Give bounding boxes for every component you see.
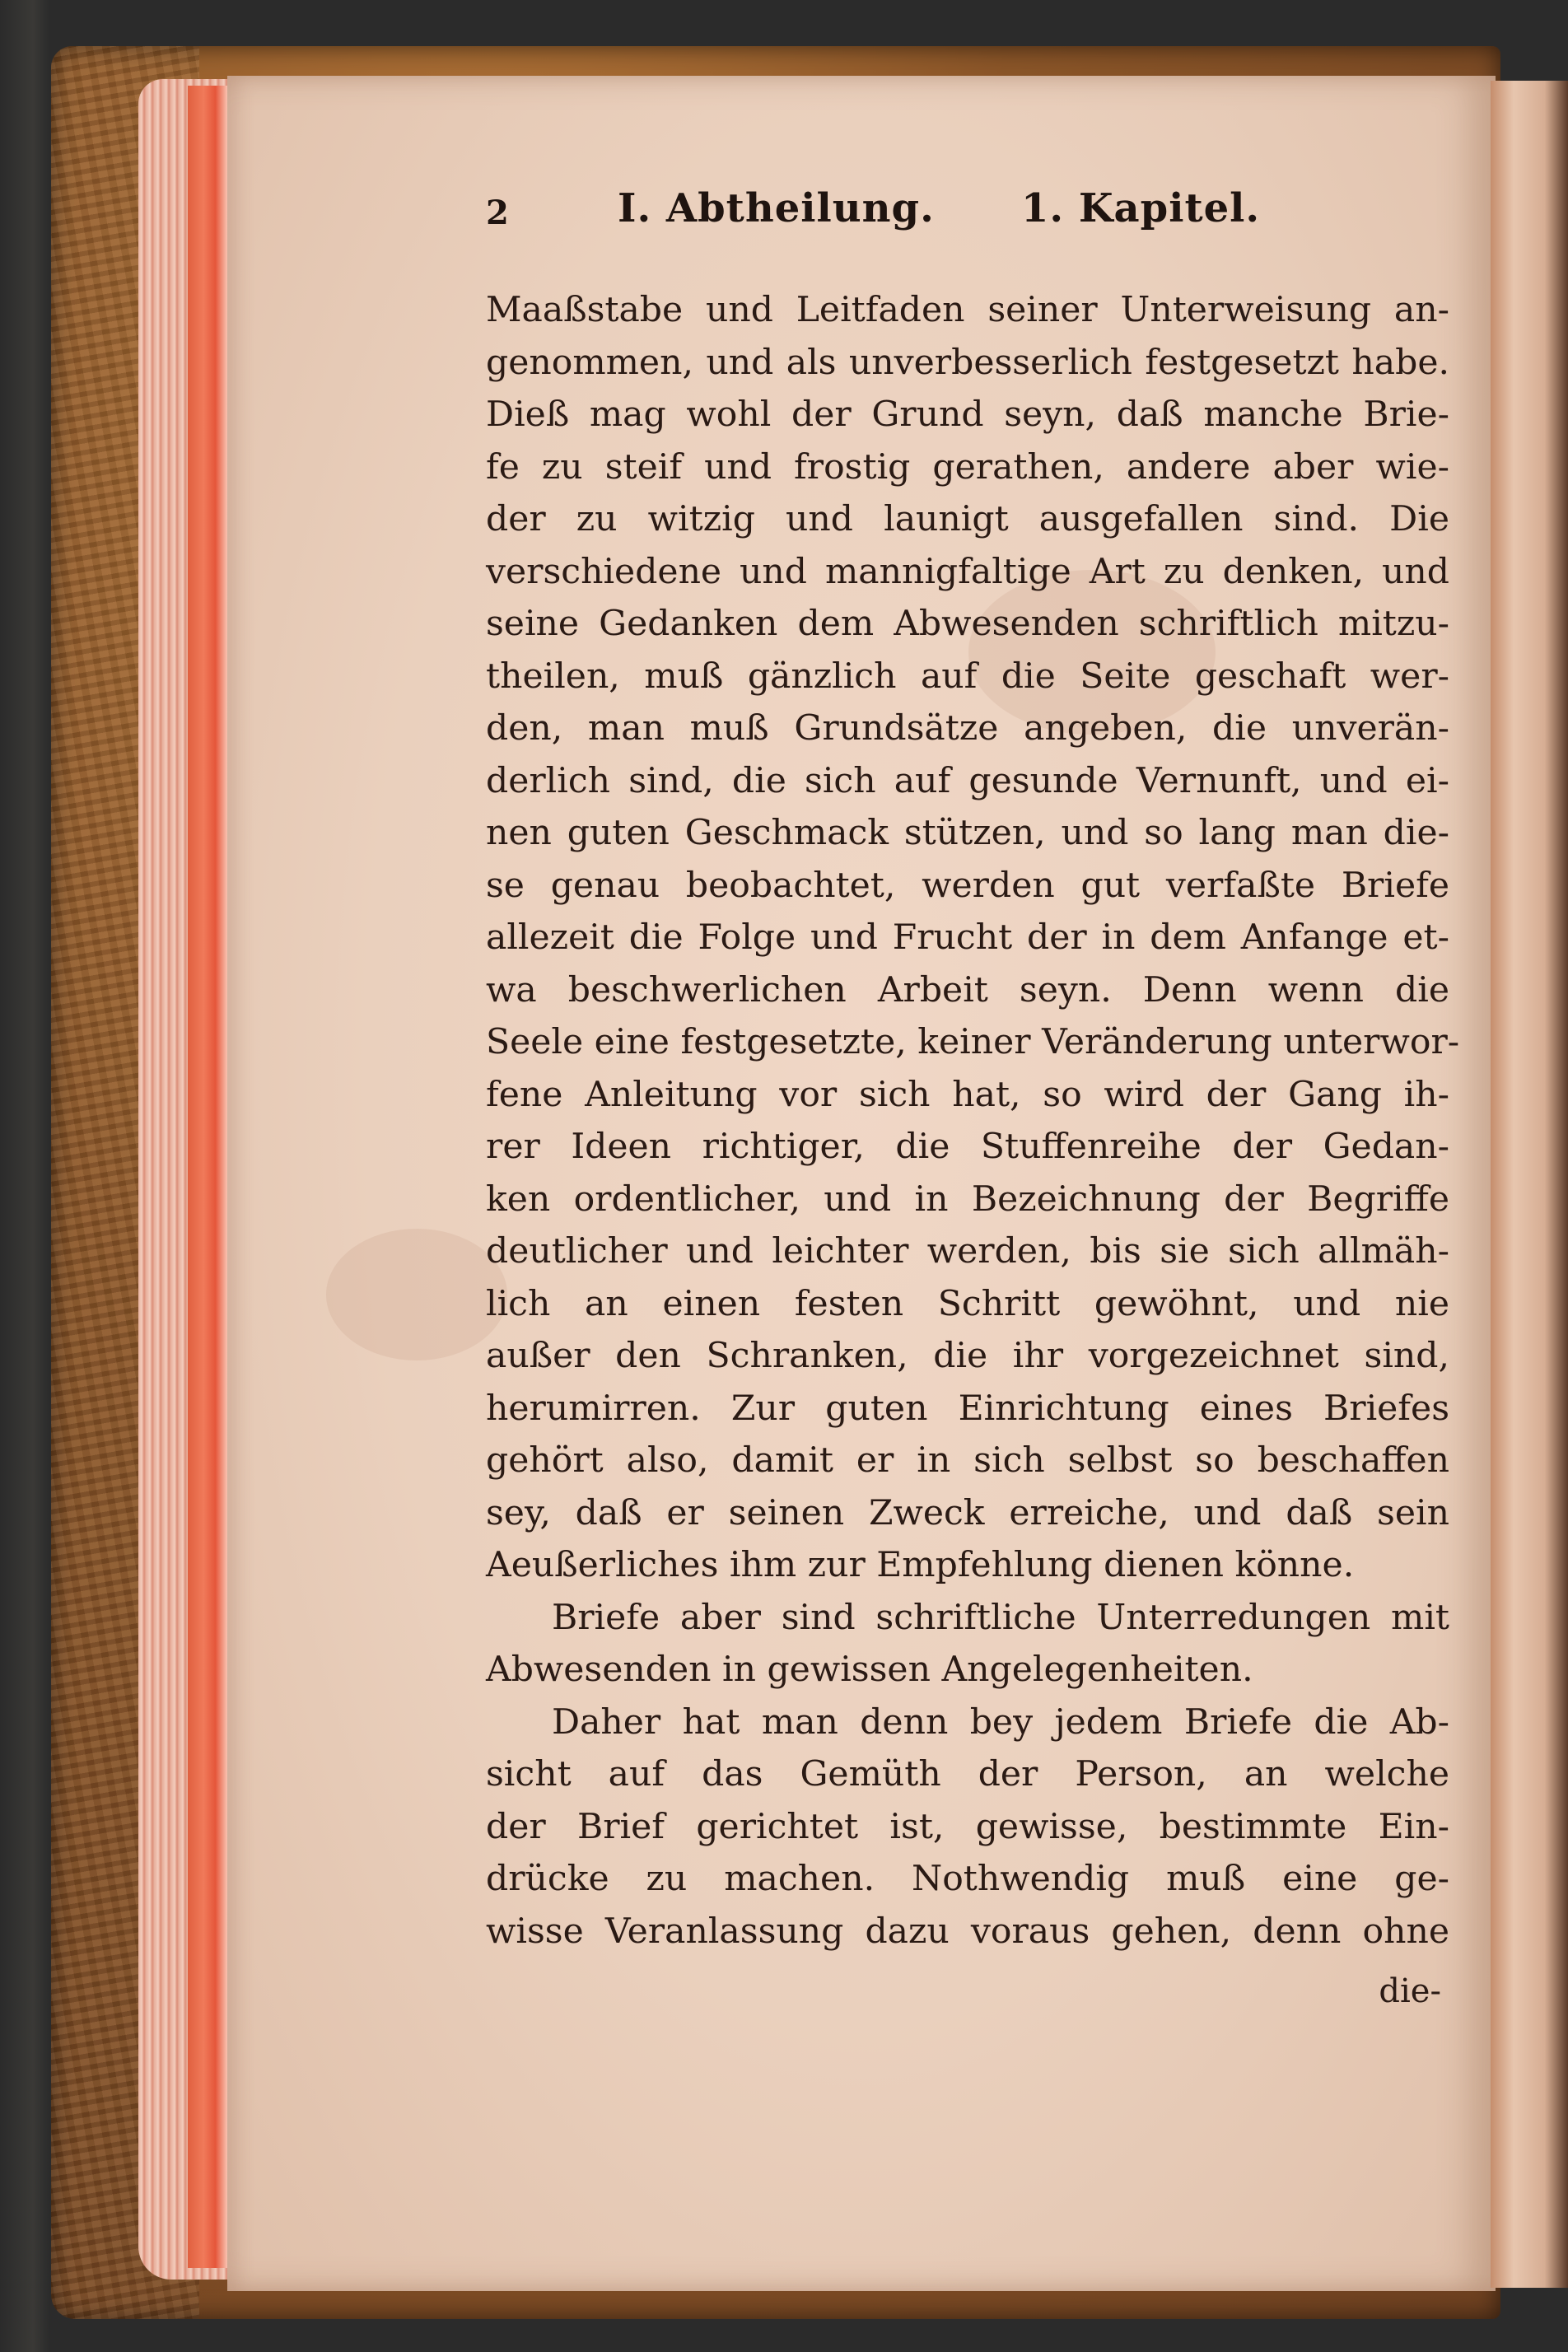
catchword: die- xyxy=(1379,1972,1441,2010)
text-line: den, man muß Grundsätze angeben, die unverän- xyxy=(486,708,1449,749)
body-text xyxy=(486,284,1460,1958)
text-line: Maaßstabe und Leitfaden seiner Unterweisung an- xyxy=(486,290,1449,330)
text-line: derlich sind, die sich auf gesunde Vernunft, und ei- xyxy=(486,760,1449,801)
text-line: sicht auf das Gemüth der Person, an welche xyxy=(486,1754,1449,1794)
text-line: seine Gedanken dem Abwesenden schriftlich mitzu- xyxy=(486,604,1449,644)
running-header xyxy=(486,185,1449,243)
page-text-block xyxy=(486,185,1460,2010)
text-line: se genau beobachtet, werden gut verfaßte Briefe xyxy=(486,865,1449,906)
text-line: gehört also, damit er in sich selbst so beschaffen xyxy=(486,1440,1449,1481)
text-line: deutlicher und leichter werden, bis sie sich allmäh- xyxy=(486,1231,1449,1272)
text-line: außer den Schranken, die ihr vorgezeichnet sind, xyxy=(486,1336,1449,1376)
text-line: rer Ideen richtiger, die Stuffenreihe der Gedan- xyxy=(486,1127,1449,1167)
text-line: der zu witzig und launigt ausgefallen sind. Die xyxy=(486,499,1449,539)
text-line: drücke zu machen. Nothwendig muß eine ge- xyxy=(486,1859,1449,1899)
text-line: Aeußerliches ihm zur Empfehlung dienen könne. xyxy=(486,1545,1355,1585)
text-line: Dieß mag wohl der Grund seyn, daß manche Brie- xyxy=(486,394,1449,435)
red-page-edge xyxy=(188,86,227,2268)
facing-page-edge xyxy=(1491,81,1568,2288)
page-number: 2 xyxy=(486,194,510,232)
chapter-title: 1. Kapitel. xyxy=(1021,185,1261,231)
text-line: Abwesenden in gewissen Angelegenheiten. xyxy=(486,1650,1253,1690)
text-line: Briefe aber sind schriftliche Unterredungen mit xyxy=(552,1597,1449,1638)
text-line: verschiedene und mannigfaltige Art zu denken, und xyxy=(486,551,1449,592)
text-line: genommen, und als unverbesserlich festgesetzt habe. xyxy=(486,342,1449,383)
text-line: fene Anleitung vor sich hat, so wird der Gang ih- xyxy=(486,1074,1449,1115)
text-line: sey, daß er seinen Zweck erreiche, und daß sein xyxy=(486,1492,1449,1533)
text-line: herumirren. Zur guten Einrichtung eines Briefes xyxy=(486,1388,1449,1429)
text-line: Daher hat man denn bey jedem Briefe die Ab- xyxy=(552,1701,1449,1743)
paper-stain xyxy=(326,1229,507,1360)
text-line: ken ordentlicher, und in Bezeichnung der Begriffe xyxy=(486,1178,1449,1220)
text-line: theilen, muß gänzlich auf die Seite geschaft wer- xyxy=(486,656,1449,697)
text-line: der Brief gerichtet ist, gewisse, bestimmte Ein- xyxy=(486,1806,1449,1847)
text-line: lich an einen festen Schritt gewöhnt, und nie xyxy=(486,1283,1449,1324)
text-line: wa beschwerlichen Arbeit seyn. Denn wenn die xyxy=(486,969,1449,1010)
text-line: allezeit die Folge und Frucht der in dem Anfange et- xyxy=(486,917,1449,958)
text-line: nen guten Geschmack stützen, und so lang man die- xyxy=(486,813,1449,853)
text-line: fe zu steif und frostig gerathen, andere aber wie- xyxy=(486,446,1449,488)
section-title: I. Abtheilung. xyxy=(618,185,935,231)
text-line: Seele eine festgesetzte, keiner Veränderung unterwor- xyxy=(486,1022,1460,1062)
text-line: wisse Veranlassung dazu voraus gehen, denn ohne xyxy=(486,1911,1449,1952)
